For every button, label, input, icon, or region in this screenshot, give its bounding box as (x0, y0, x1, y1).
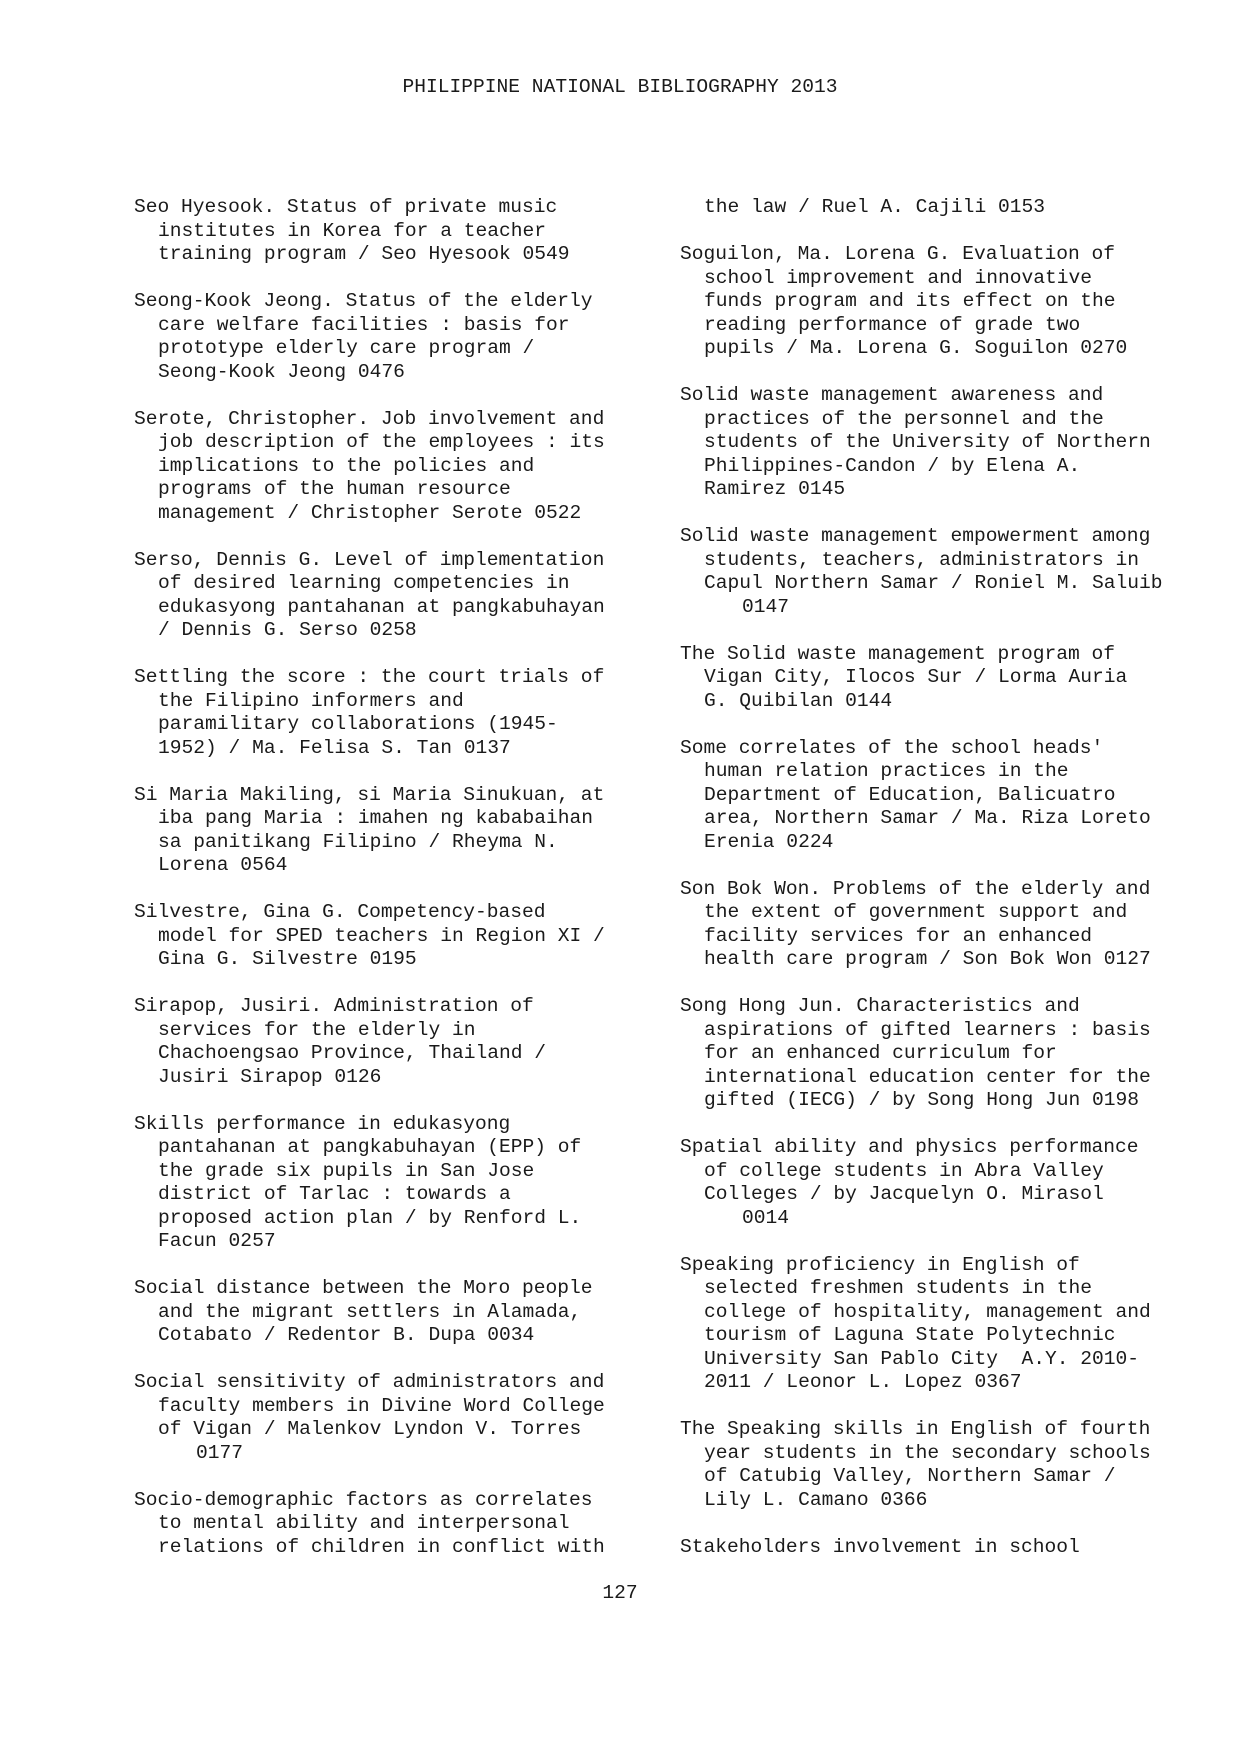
entry-line: Department of Education, Balicuatro (704, 783, 1116, 806)
entry-line: faculty members in Divine Word College (158, 1394, 605, 1417)
entry-line: implications to the policies and (158, 454, 535, 477)
entry-line: of desired learning competencies in (158, 572, 570, 594)
entry-line: the Filipino informers and (158, 689, 464, 712)
bibliography-entry (680, 1418, 1200, 1512)
bibliography-entry (680, 525, 1200, 619)
entry-line: Son Bok Won. Problems of the elderly and (680, 877, 1151, 900)
entry-line: proposed action plan / by Renford L. (158, 1206, 582, 1229)
entry-line: Some correlates of the school heads' (680, 736, 1104, 759)
entry-line: Sirapop, Jusiri. Administration of (134, 995, 534, 1017)
entry-line: district of Tarlac : towards a (158, 1183, 511, 1205)
entry-line: Speaking proficiency in English of (680, 1253, 1080, 1276)
entry-line: Philippines-Candon / by Elena A. (704, 454, 1081, 477)
entry-line: reading performance of grade two (704, 313, 1081, 336)
entry-line: of Vigan / Malenkov Lyndon V. Torres (158, 1418, 582, 1440)
entry-line: 0177 (196, 1441, 244, 1464)
entry-line: programs of the human resource (158, 478, 511, 500)
entry-line: / Dennis G. Serso 0258 (158, 619, 417, 641)
entry-line: the grade six pupils in San Jose (158, 1159, 535, 1182)
bibliography-entry (680, 737, 1200, 855)
entry-line: Seo Hyesook. Status of private music (134, 196, 558, 218)
entry-line: human relation practices in the (704, 760, 1069, 782)
entry-line: and the migrant settlers in Alamada, (158, 1300, 582, 1323)
entry-line: facility services for an enhanced (704, 924, 1093, 947)
entry-line: selected freshmen students in the (704, 1277, 1093, 1299)
entry-line: Erenia 0224 (704, 830, 834, 853)
entry-line: international education center for the (704, 1065, 1151, 1088)
entry-line: sa panitikang Filipino / Rheyma N. (158, 830, 558, 853)
entry-line: Gina G. Silvestre 0195 (158, 948, 417, 970)
bibliography-entry (134, 1113, 644, 1254)
page-number: 127 (602, 1582, 638, 1604)
entry-line: college of hospitality, management and (704, 1300, 1151, 1323)
entry-line: The Solid waste management program of (680, 642, 1116, 665)
bibliography-entry (680, 878, 1200, 972)
entry-line: of college students in Abra Valley (704, 1159, 1104, 1182)
entry-line: 0014 (742, 1206, 790, 1229)
entry-line: to mental ability and interpersonal (158, 1512, 570, 1534)
entry-line: Song Hong Jun. Characteristics and (680, 995, 1080, 1017)
entry-line: area, Northern Samar / Ma. Riza Loreto (704, 807, 1151, 829)
bibliography-entry (134, 901, 644, 972)
entry-line: pupils / Ma. Lorena G. Soguilon 0270 (704, 337, 1128, 359)
entry-line: of Catubig Valley, Northern Samar / (704, 1465, 1116, 1487)
bibliography-entry (680, 1136, 1200, 1230)
entry-line: G. Quibilan 0144 (704, 689, 893, 712)
entry-line: Cotabato / Redentor B. Dupa 0034 (158, 1324, 535, 1346)
bibliography-entry (134, 1489, 644, 1560)
entry-line: Capul Northern Samar / Roniel M. Saluib (704, 572, 1163, 594)
entry-line: services for the elderly in (158, 1018, 476, 1041)
bibliography-entry (134, 549, 644, 643)
entry-line: Silvestre, Gina G. Competency-based (134, 901, 546, 923)
bibliography-entry (680, 1254, 1200, 1395)
entry-line: Soguilon, Ma. Lorena G. Evaluation of (680, 243, 1116, 265)
page-header: PHILIPPINE NATIONAL BIBLIOGRAPHY 2013 (402, 76, 838, 98)
entry-line: training program / Seo Hyesook 0549 (158, 243, 570, 265)
entry-line: funds program and its effect on the (704, 290, 1116, 312)
bibliography-entry (680, 995, 1200, 1113)
entry-line: Si Maria Makiling, si Maria Sinukuan, at (134, 783, 605, 806)
entry-line: prototype elderly care program / (158, 337, 535, 359)
entry-line: University San Pablo City A.Y. 2010- (704, 1347, 1140, 1370)
entry-line: Jusiri Sirapop 0126 (158, 1065, 382, 1088)
left-column (134, 196, 644, 1583)
entry-line: model for SPED teachers in Region XI / (158, 924, 605, 947)
entry-line: relations of children in conflict with (158, 1535, 605, 1558)
entry-line: 1952) / Ma. Felisa S. Tan 0137 (158, 736, 511, 759)
entry-line: Chachoengsao Province, Thailand / (158, 1042, 547, 1064)
bibliography-entry (680, 243, 1200, 361)
entry-line: paramilitary collaborations (1945- (158, 713, 558, 735)
entry-line: for an enhanced curriculum for (704, 1042, 1057, 1064)
entry-line: Stakeholders involvement in school (680, 1535, 1080, 1558)
entry-line: health care program / Son Bok Won 0127 (704, 948, 1151, 970)
entry-line: aspirations of gifted learners : basis (704, 1018, 1151, 1041)
entry-line: students of the University of Northern (704, 431, 1151, 453)
bibliography-entry (134, 408, 644, 526)
entry-line: practices of the personnel and the (704, 407, 1104, 430)
entry-line: students, teachers, administrators in (704, 548, 1140, 571)
entry-line: Lorena 0564 (158, 854, 288, 876)
bibliography-entry (134, 666, 644, 760)
entry-line: Serso, Dennis G. Level of implementation (134, 548, 605, 571)
entry-line: iba pang Maria : imahen ng kababaihan (158, 807, 594, 829)
entry-line: tourism of Laguna State Polytechnic (704, 1324, 1116, 1346)
bibliography-entry (134, 1277, 644, 1348)
bibliography-entry (134, 290, 644, 384)
bibliography-entry (134, 196, 644, 267)
bibliography-entry (134, 1371, 644, 1465)
entry-line: Vigan City, Ilocos Sur / Lorma Auria (704, 666, 1128, 688)
entry-line: Settling the score : the court trials of (134, 666, 605, 688)
entry-line: The Speaking skills in English of fourth (680, 1418, 1151, 1440)
entry-line: Colleges / by Jacquelyn O. Mirasol (704, 1183, 1104, 1205)
entry-line: the extent of government support and (704, 901, 1128, 923)
entry-line: job description of the employees : its (158, 431, 605, 453)
bibliography-entry (680, 384, 1200, 502)
entry-line: 0147 (742, 595, 790, 618)
entry-line: the law / Ruel A. Cajili 0153 (704, 196, 1045, 218)
entry-line: Lily L. Camano 0366 (704, 1488, 928, 1511)
entry-line: school improvement and innovative (704, 266, 1093, 289)
right-column (680, 196, 1200, 1583)
entry-line: management / Christopher Serote 0522 (158, 501, 582, 524)
entry-line: edukasyong pantahanan at pangkabuhayan (158, 595, 605, 618)
entry-line: Solid waste management empowerment among (680, 525, 1151, 547)
entry-line: Socio-demographic factors as correlates (134, 1488, 593, 1511)
entry-line: Facun 0257 (158, 1230, 276, 1252)
entry-line: Solid waste management awareness and (680, 384, 1104, 406)
bibliography-entry (134, 784, 644, 878)
bibliography-entry (680, 1536, 1200, 1560)
entry-line: year students in the secondary schools (704, 1441, 1151, 1464)
entry-line: Skills performance in edukasyong (134, 1112, 511, 1135)
entry-line: Spatial ability and physics performance (680, 1136, 1139, 1158)
entry-line: Seong-Kook Jeong 0476 (158, 360, 405, 383)
entry-line: Social distance between the Moro people (134, 1277, 593, 1299)
bibliography-entry (680, 196, 1200, 220)
entry-line: Serote, Christopher. Job involvement and (134, 407, 605, 430)
entry-line: pantahanan at pangkabuhayan (EPP) of (158, 1136, 582, 1158)
entry-line: care welfare facilities : basis for (158, 313, 570, 336)
entry-line: gifted (IECG) / by Song Hong Jun 0198 (704, 1089, 1140, 1111)
entry-line: Seong-Kook Jeong. Status of the elderly (134, 290, 593, 312)
entry-line: Social sensitivity of administrators and (134, 1371, 605, 1393)
entry-line: institutes in Korea for a teacher (158, 219, 547, 242)
bibliography-entry (134, 995, 644, 1089)
bibliography-entry (680, 643, 1200, 714)
entry-line: Ramirez 0145 (704, 478, 846, 500)
entry-line: 2011 / Leonor L. Lopez 0367 (704, 1371, 1022, 1393)
